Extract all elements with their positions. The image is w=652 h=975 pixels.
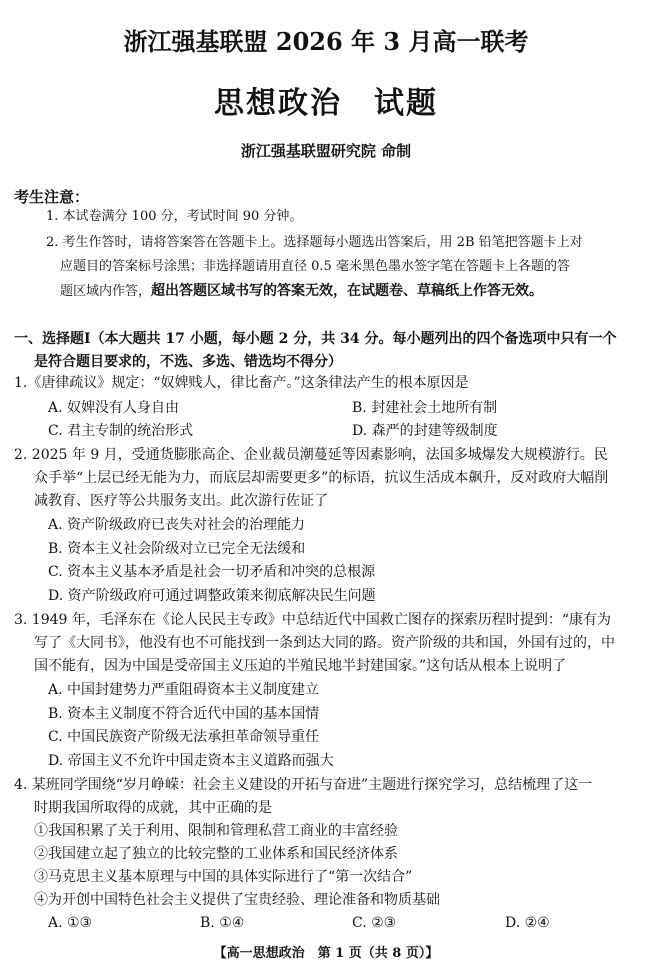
question-1-option-b: B. 封建社会土地所有制 bbox=[352, 400, 498, 416]
question-2-option-d: D. 资产阶级政府可通过调整政策来彻底解决民生问题 bbox=[48, 588, 376, 604]
question-4-item-2: ②我国建立起了独立的比较完整的工业体系和国民经济体系 bbox=[34, 846, 398, 862]
question-4-option-b: B. ①④ bbox=[200, 915, 245, 931]
question-4-item-4: ④为开创中国特色社会主义提供了宝贵经验、理论准备和物质基础 bbox=[34, 892, 440, 908]
question-2-stem-line-3: 减教育、医疗等公共服务支出。此次游行佐证了 bbox=[34, 493, 328, 509]
question-1-stem: 1.《唐律疏议》规定：“奴婢贱人，律比畜产。”这条律法产生的根本原因是 bbox=[14, 375, 469, 391]
exam-title: 浙江强基联盟 2026 年 3 月高一联考 bbox=[123, 27, 529, 56]
section-heading-line-2: 是符合题目要求的，不选、多选、错选均不得分） bbox=[34, 354, 342, 370]
question-2-option-b: B. 资本主义社会阶级对立已完全无法缓和 bbox=[48, 541, 306, 557]
question-3-option-a: A. 中国封建势力严重阻碍资本主义制度建立 bbox=[48, 682, 320, 698]
question-4-option-c: C. ②③ bbox=[352, 915, 397, 931]
question-4-stem-line-2: 时期我国所取得的成就，其中正确的是 bbox=[34, 800, 272, 816]
section-heading-line-1: 一、选择题Ⅰ（本大题共 17 小题，每小题 2 分，共 34 分。每小题列出的四个备选项中只有一个 bbox=[14, 331, 617, 347]
notice-emphasis-text: 超出答题区域书写的答案无效，在试题卷、草稿纸上作答无效。 bbox=[151, 283, 544, 299]
question-2-stem-line-1: 2. 2025 年 9 月，受通货膨胀高企、企业裁员潮蔓延等因素影响，法国多城爆发大规模游行。民 bbox=[14, 447, 608, 463]
subject-title: 思想政治 试题 bbox=[214, 86, 438, 121]
question-4-stem-line-1: 4. 某班同学围绕“岁月峥嵘：社会主义建设的开拓与奋进”主题进行探究学习，总结梳理了这一 bbox=[14, 777, 593, 793]
maker-line: 浙江强基联盟研究院 命制 bbox=[240, 142, 412, 160]
question-2-option-a: A. 资产阶级政府已丧失对社会的治理能力 bbox=[48, 517, 306, 533]
notice-item-2-line-1: 2. 考生作答时，请将答案答在答题卡上。选择题每小题选出答案后，用 2B 铅笔把答题卡上对 bbox=[46, 235, 583, 250]
question-3-stem-line-1: 3. 1949 年，毛泽东在《论人民民主专政》中总结近代中国救亡图存的探索历程时提到：“康有为 bbox=[14, 612, 612, 628]
question-2-stem-line-2: 众手举“上层已经无能为力，而底层却需要更多”的标语，抗议生活成本飙升，反对政府大幅削 bbox=[34, 470, 609, 486]
question-1-option-c: C. 君主专制的统治形式 bbox=[48, 423, 194, 439]
notice-item-1: 1. 本试卷满分 100 分，考试时间 90 分钟。 bbox=[46, 209, 303, 224]
notice-item-2-line-3 bbox=[60, 280, 543, 303]
question-4-option-d: D. ②④ bbox=[505, 915, 550, 931]
question-2-option-c: C. 资本主义基本矛盾是社会一切矛盾和冲突的总根源 bbox=[48, 564, 376, 580]
question-1-option-a: A. 奴婢没有人身自由 bbox=[48, 400, 180, 416]
question-4-option-a: A. ①③ bbox=[48, 915, 93, 931]
question-3-option-d: D. 帝国主义不允许中国走资本主义道路而强大 bbox=[48, 753, 334, 769]
question-3-option-b: B. 资本主义制度不符合近代中国的基本国情 bbox=[48, 706, 320, 722]
question-1-option-d: D. 森严的封建等级制度 bbox=[352, 423, 498, 439]
notice-item-2-line-2: 应题目的答案标号涂黑；非选择题请用直径 0.5 毫米黑色墨水签字笔在答题卡上各题的答 bbox=[60, 259, 570, 274]
question-3-option-c: C. 中国民族资产阶级无法承担革命领导重任 bbox=[48, 729, 320, 745]
question-4-item-3: ③马克思主义基本原理与中国的具体实际进行了“第一次结合” bbox=[34, 869, 413, 885]
notice-title: 考生注意： bbox=[14, 188, 90, 206]
page-footer: 【高一思想政治 第 1 页（共 8 页）】 bbox=[213, 946, 439, 961]
question-3-stem-line-2: 写了《大同书》，他没有也不可能找到一条到达大同的路。资产阶级的共和国，外国有过的，中 bbox=[34, 635, 615, 651]
question-4-item-1: ①我国积累了关于利用、限制和管理私营工商业的丰富经验 bbox=[34, 823, 398, 839]
notice-plain-text: 题区域内作答， bbox=[60, 284, 152, 299]
question-3-stem-line-3: 国不能有，因为中国是受帝国主义压迫的半殖民地半封建国家。”这句话从根本上说明了 bbox=[34, 658, 567, 674]
